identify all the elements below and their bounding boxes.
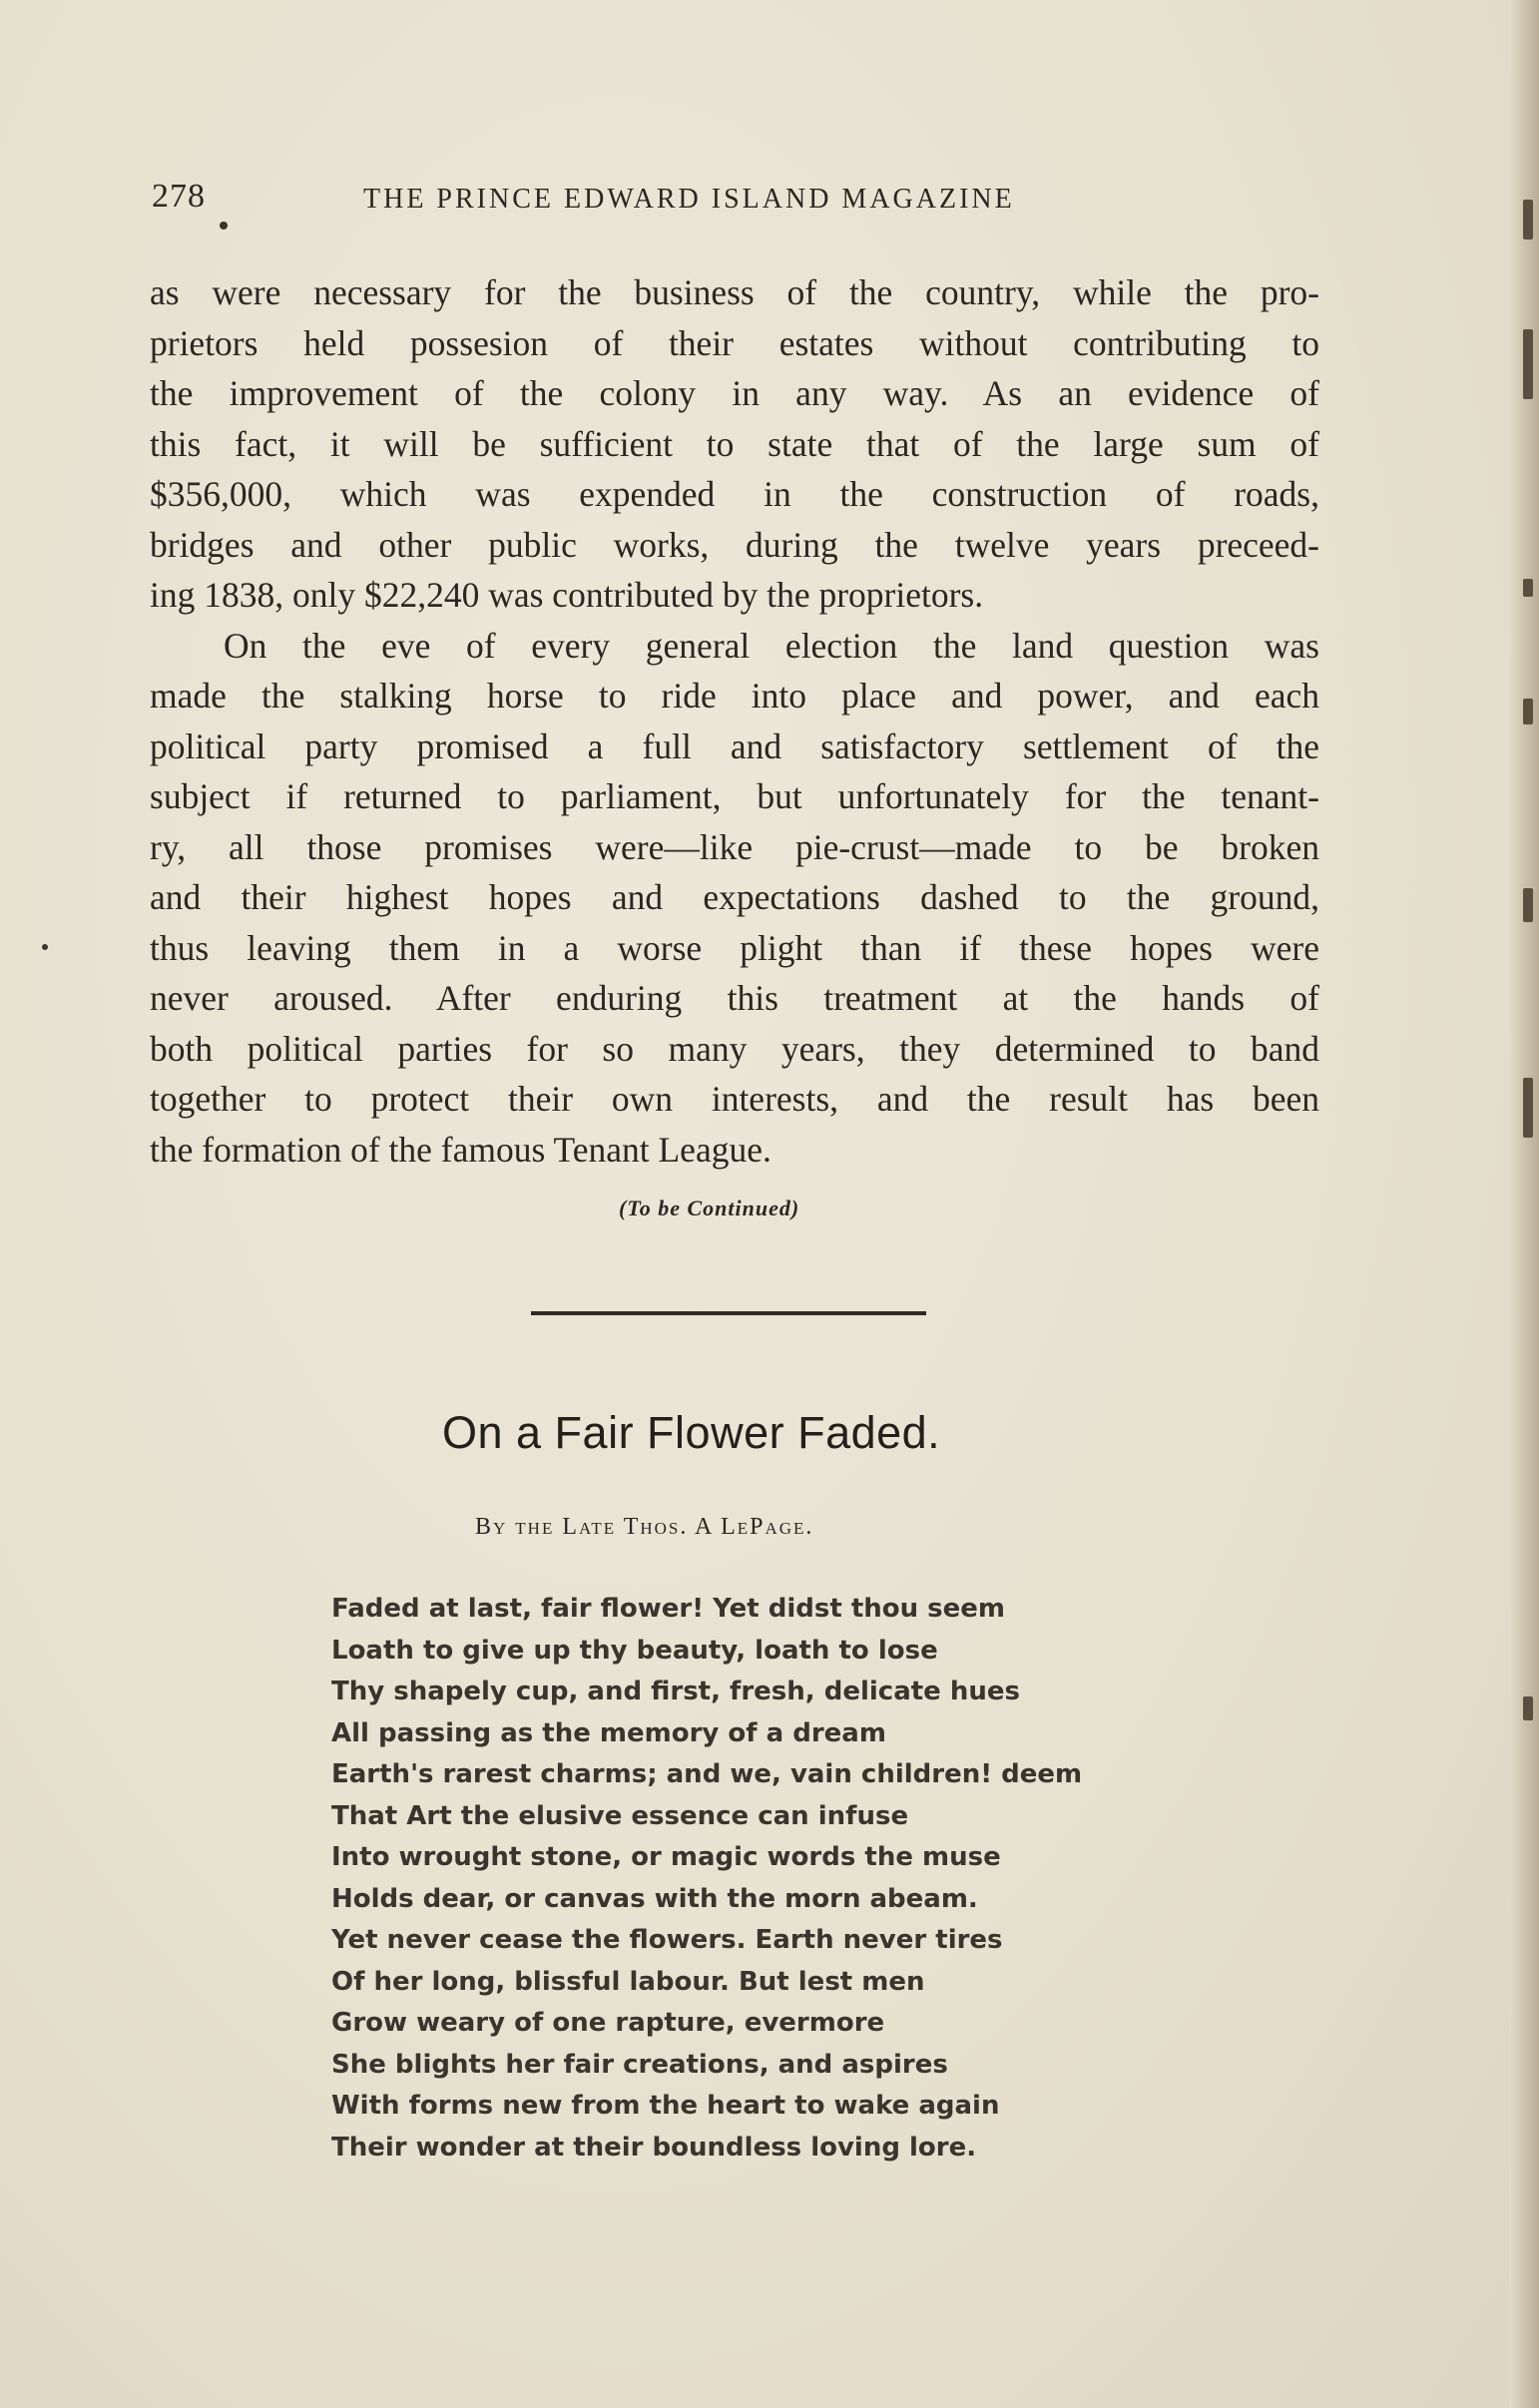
article-line: political party promised a full and satisfactory settlement of the bbox=[150, 725, 1319, 766]
edge-speck bbox=[1523, 1696, 1533, 1720]
poem-line: Earth's rarest charms; and we, vain children! deem bbox=[331, 1759, 1083, 1789]
article-line: ry, all those promises were—like pie-crust—made to be broken bbox=[150, 826, 1319, 867]
section-divider bbox=[531, 1311, 926, 1315]
poem-line: Loath to give up thy beauty, loath to lose bbox=[331, 1635, 938, 1666]
edge-speck bbox=[1523, 699, 1533, 724]
poem-line: Their wonder at their boundless loving lore. bbox=[331, 2132, 977, 2163]
article-body bbox=[150, 267, 1319, 1175]
article-line: this fact, it will be sufficient to state that of the large sum of bbox=[150, 423, 1319, 464]
poem-line: Grow weary of one rapture, evermore bbox=[331, 2008, 885, 2038]
page-number: 278 bbox=[152, 178, 206, 215]
continued-note: (To be Continued) bbox=[619, 1196, 800, 1220]
article-line: together to protect their own interests, and the result has been bbox=[150, 1079, 1319, 1119]
article-line: as were necessary for the business of the country, while the pro- bbox=[150, 272, 1319, 312]
article-line: ing 1838, only $22,240 was contributed by the proprietors. bbox=[150, 575, 984, 615]
edge-speck bbox=[1523, 888, 1533, 922]
article-line: prietors held possesion of their estates without contributing to bbox=[150, 322, 1319, 363]
running-title: THE PRINCE EDWARD ISLAND MAGAZINE bbox=[363, 184, 1015, 215]
article-line: thus leaving them in a worse plight than if these hopes were bbox=[150, 927, 1319, 968]
page-edge bbox=[1509, 0, 1539, 2408]
article-line: both political parties for so many years, they determined to band bbox=[150, 1028, 1319, 1069]
article-line: bridges and other public works, during the twelve years preceed- bbox=[150, 524, 1319, 565]
edge-speck bbox=[1523, 579, 1533, 597]
article-line: the improvement of the colony in any way. As an evidence of bbox=[150, 373, 1319, 413]
article-line: the formation of the famous Tenant League. bbox=[150, 1129, 771, 1170]
poem-line: Holds dear, or canvas with the morn abeam. bbox=[331, 1883, 978, 1914]
poem-line: All passing as the memory of a dream bbox=[331, 1717, 886, 1748]
poem-byline: By the Late Thos. A LePage. bbox=[475, 1514, 814, 1540]
article-line: made the stalking horse to ride into place and power, and each bbox=[150, 676, 1319, 716]
poem-body bbox=[331, 1589, 1082, 2168]
edge-speck bbox=[1523, 329, 1533, 399]
poem-title: On a Fair Flower Faded. bbox=[442, 1407, 941, 1458]
poem-line: She blights her fair creations, and aspires bbox=[331, 2049, 948, 2080]
article-line: subject if returned to parliament, but unfortunately for the tenant- bbox=[150, 776, 1319, 816]
poem-line: Of her long, blissful labour. But lest men bbox=[331, 1966, 925, 1997]
article-line: $356,000, which was expended in the construction of roads, bbox=[150, 474, 1319, 514]
ink-dot bbox=[220, 222, 228, 230]
article-line: and their highest hopes and expectations dashed to the ground, bbox=[150, 877, 1319, 917]
poem-line: With forms new from the heart to wake again bbox=[331, 2091, 1000, 2121]
poem-line: That Art the elusive essence can infuse bbox=[331, 1800, 909, 1831]
edge-speck bbox=[1523, 1078, 1533, 1138]
article-line: On the eve of every general election the land question was bbox=[224, 625, 1319, 666]
poem-line: Thy shapely cup, and first, fresh, delicate hues bbox=[331, 1677, 1020, 1706]
running-head bbox=[152, 178, 1120, 238]
poem-line: Faded at last, fair flower! Yet didst thou seem bbox=[331, 1594, 1006, 1624]
poem-line: Yet never cease the flowers. Earth never tires bbox=[331, 1925, 1003, 1955]
poem-line: Into wrought stone, or magic words the muse bbox=[331, 1842, 1001, 1872]
margin-ink-spot bbox=[42, 944, 48, 950]
article-line: never aroused. After enduring this treatment at the hands of bbox=[150, 978, 1319, 1018]
edge-speck bbox=[1523, 200, 1533, 240]
